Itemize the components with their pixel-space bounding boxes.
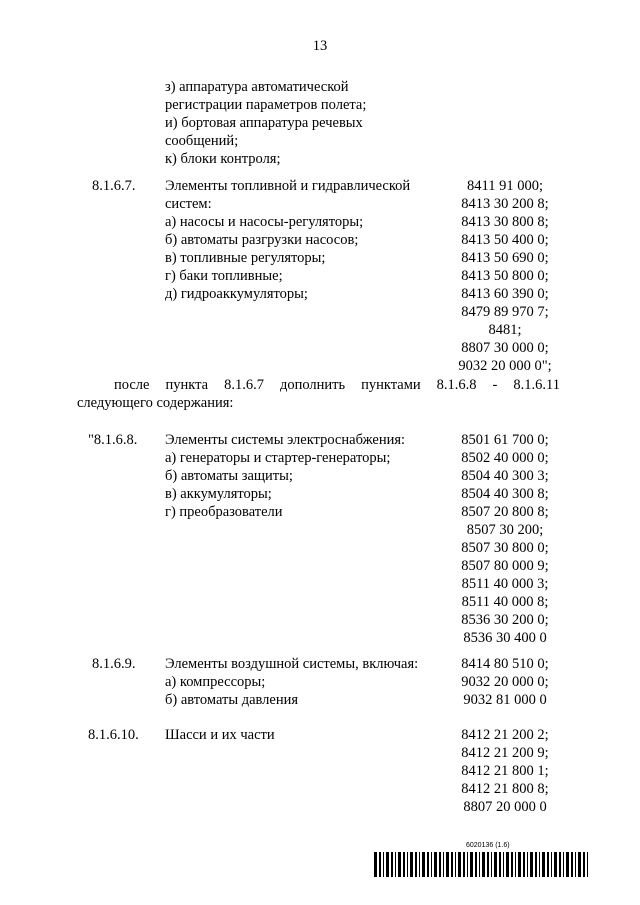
code-item: 8511 40 000 3; — [461, 576, 549, 592]
code-item: 8507 80 000 9; — [461, 558, 549, 574]
code-item: 8413 50 800 0; — [461, 268, 549, 284]
text-line: регистрации параметров полета; — [165, 97, 367, 113]
text-line: б) автоматы защиты; — [165, 468, 293, 484]
section-number: 8.1.6.7. — [92, 178, 136, 194]
text-line: г) баки топливные; — [165, 268, 283, 284]
code-item: 8413 30 200 8; — [461, 196, 549, 212]
text-line: Шасси и их части — [165, 727, 275, 743]
barcode-icon — [374, 852, 590, 877]
text-line: Элементы топливной и гидравлической — [165, 178, 411, 194]
text-line: б) автоматы разгрузки насосов; — [165, 232, 359, 248]
code-item: 8412 21 800 8; — [461, 781, 549, 797]
code-item: 8411 91 000; — [467, 178, 543, 194]
code-item: 8412 21 200 2; — [461, 727, 549, 743]
code-item: 8479 89 970 7; — [461, 304, 549, 320]
code-item: 9032 20 000 0; — [461, 674, 549, 690]
code-item: 8412 21 800 1; — [461, 763, 549, 779]
text-line: а) насосы и насосы-регуляторы; — [165, 214, 364, 230]
text-line: Элементы системы электроснабжения: — [165, 432, 406, 448]
code-item: 8536 30 200 0; — [461, 612, 549, 628]
text-line: б) автоматы давления — [165, 692, 299, 708]
text-line: а) компрессоры; — [165, 674, 266, 690]
code-item: 8507 20 800 8; — [461, 504, 549, 520]
code-item: 8413 60 390 0; — [461, 286, 549, 302]
code-item: 8481; — [488, 322, 522, 338]
text-line: к) блоки контроля; — [165, 151, 281, 167]
code-item: 8507 30 200; — [466, 522, 544, 538]
page-number: 13 — [312, 38, 328, 54]
text-line: в) аккумуляторы; — [165, 486, 272, 502]
section-number: 8.1.6.10. — [88, 727, 139, 743]
code-item: 8511 40 000 8; — [461, 594, 549, 610]
text-line: з) аппаратура автоматической — [165, 79, 349, 95]
text-line: Элементы воздушной системы, включая: — [165, 656, 419, 672]
barcode-caption: 6020136 (1.6) — [466, 842, 510, 849]
text-line: в) топливные регуляторы; — [165, 250, 326, 266]
text-line: систем: — [165, 196, 212, 212]
code-item: 8504 40 300 8; — [461, 486, 549, 502]
instruction-line-2: следующего содержания: — [77, 395, 234, 411]
code-item: 8507 30 800 0; — [461, 540, 549, 556]
code-item: 8807 20 000 0 — [463, 799, 547, 815]
code-item: 8413 50 400 0; — [461, 232, 549, 248]
text-line: и) бортовая аппаратура речевых — [165, 115, 363, 131]
text-line: д) гидроаккумуляторы; — [165, 286, 308, 302]
instruction-line-1: после пункта 8.1.6.7 дополнить пунктами 8.1.6.8 - 8.1.6.11 — [114, 377, 560, 393]
code-item: 8412 21 200 9; — [461, 745, 549, 761]
code-item: 8414 80 510 0; — [461, 656, 549, 672]
text-line: сообщений; — [165, 133, 239, 149]
code-item: 8413 50 690 0; — [461, 250, 549, 266]
code-item: 9032 81 000 0 — [463, 692, 547, 708]
text-line: а) генераторы и стартер-генераторы; — [165, 450, 391, 466]
code-item: 8807 30 000 0; — [461, 340, 549, 356]
section-number: 8.1.6.9. — [92, 656, 136, 672]
code-item: 9032 20 000 0"; — [458, 358, 552, 374]
text-line: г) преобразователи — [165, 504, 283, 520]
code-item: 8501 61 700 0; — [461, 432, 549, 448]
code-item: 8502 40 000 0; — [461, 450, 549, 466]
code-item: 8536 30 400 0 — [463, 630, 547, 646]
code-item: 8504 40 300 3; — [461, 468, 549, 484]
section-number: "8.1.6.8. — [88, 432, 138, 448]
code-item: 8413 30 800 8; — [461, 214, 549, 230]
